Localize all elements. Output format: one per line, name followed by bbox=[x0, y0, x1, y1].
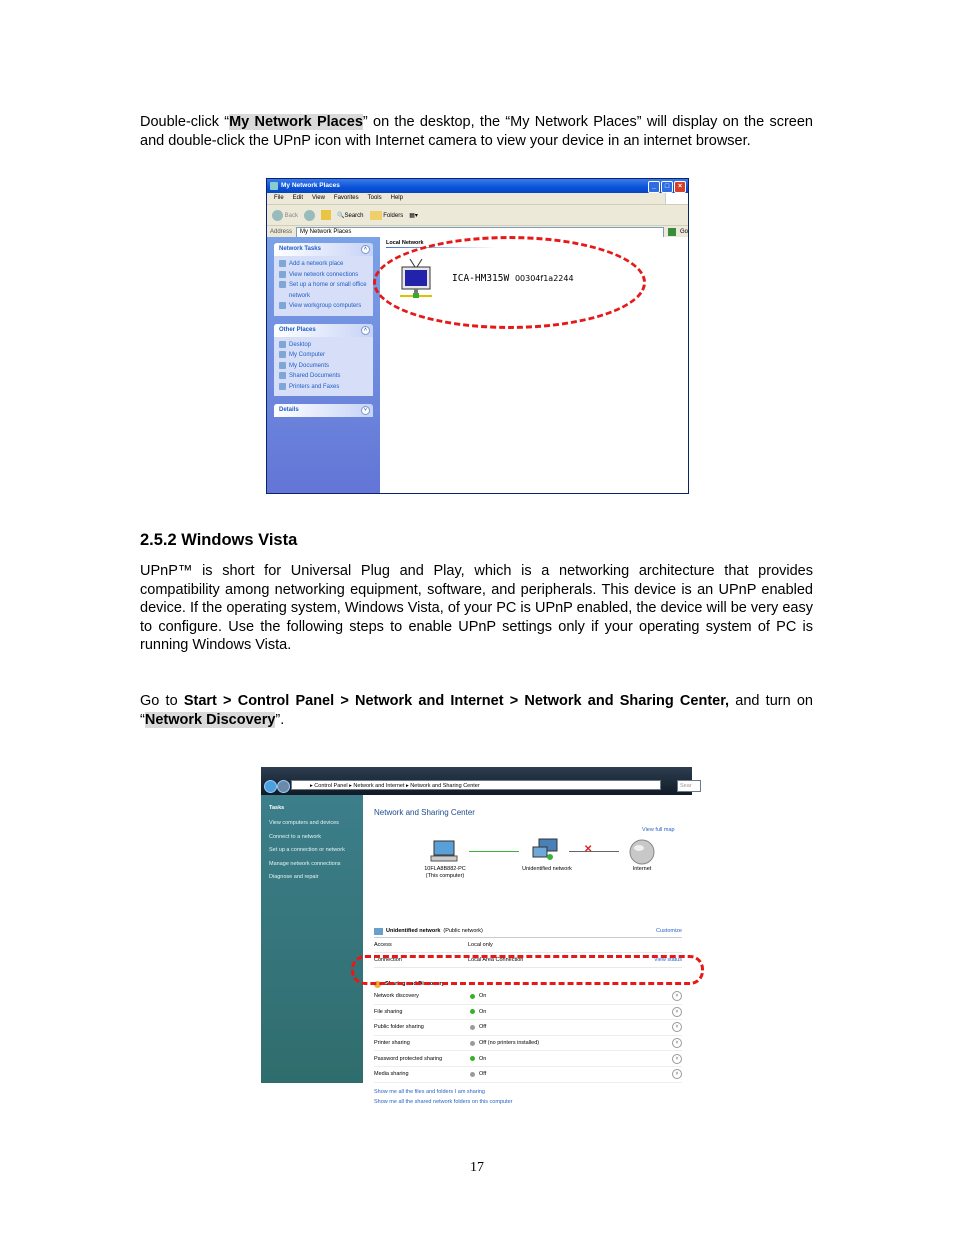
collapse-icon[interactable]: ˄ bbox=[361, 245, 370, 254]
minimize-icon[interactable]: _ bbox=[648, 181, 660, 193]
printer-sharing-row[interactable]: Printer sharing Off (no printers installed) ˅ bbox=[374, 1036, 682, 1052]
task-view-network-connections[interactable]: View network connections bbox=[279, 270, 373, 281]
task-setup-connection[interactable]: Set up a connection or network bbox=[269, 847, 345, 853]
internet-label: Internet bbox=[632, 866, 652, 872]
tasks-title: Tasks bbox=[269, 805, 285, 811]
task-view-workgroup[interactable]: View workgroup computers bbox=[279, 301, 373, 312]
views-button[interactable]: ▦▾ bbox=[409, 212, 418, 219]
xp-title-bar: My Network Places _ □ × bbox=[267, 179, 688, 193]
expand-chevron-icon[interactable]: ˅ bbox=[672, 1007, 682, 1017]
back-button[interactable]: Back bbox=[272, 210, 298, 221]
expand-chevron-icon[interactable]: ˅ bbox=[672, 991, 682, 1001]
expand-chevron-icon[interactable]: ˅ bbox=[672, 1069, 682, 1079]
xp-address-bar: Address My Network Places Go bbox=[267, 226, 688, 239]
network-info: Unidentified network (Public network) Customize Access Local only Connection Local Area Connection View status bbox=[374, 925, 682, 968]
search-button[interactable]: 🔍Search bbox=[337, 212, 364, 219]
computer-icon bbox=[279, 351, 286, 358]
menu-edit[interactable]: Edit bbox=[292, 195, 304, 201]
task-diagnose-repair[interactable]: Diagnose and repair bbox=[269, 874, 319, 880]
view-status-link[interactable]: View status bbox=[653, 957, 682, 963]
menu-favorites[interactable]: Favorites bbox=[333, 195, 359, 201]
status-off-icon bbox=[470, 1041, 475, 1046]
status-on-icon bbox=[470, 1009, 475, 1014]
sharing-links bbox=[374, 1087, 513, 1107]
menu-help[interactable]: Help bbox=[390, 195, 403, 201]
place-my-computer[interactable]: My Computer bbox=[279, 350, 373, 361]
go-button[interactable]: Go bbox=[679, 229, 688, 235]
search-input[interactable]: Sear bbox=[677, 780, 701, 792]
computer-label: 10FLA8B882-PC (This computer) bbox=[424, 866, 466, 879]
network-icon bbox=[533, 839, 559, 863]
network-discovery-row[interactable]: Network discovery On ˅ bbox=[374, 989, 682, 1005]
expand-icon[interactable]: ˅ bbox=[361, 406, 370, 415]
status-off-icon bbox=[470, 1072, 475, 1077]
xp-task-pane bbox=[267, 237, 380, 493]
home-network-icon bbox=[279, 281, 286, 288]
disconnected-x-icon: ✕ bbox=[584, 844, 593, 855]
task-connect-network[interactable]: Connect to a network bbox=[269, 833, 321, 840]
place-my-documents[interactable]: My Documents bbox=[279, 361, 373, 372]
menu-view[interactable]: View bbox=[312, 195, 325, 201]
menu-file[interactable]: File bbox=[274, 195, 284, 201]
place-desktop[interactable]: Desktop bbox=[279, 340, 373, 351]
expand-chevron-icon[interactable]: ˅ bbox=[672, 1038, 682, 1048]
breadcrumb[interactable]: ▸ Control Panel ▸ Network and Internet ▸ Network and Sharing Center bbox=[291, 780, 661, 790]
intro-paragraph: Double-click “My Network Places” on the desktop, the “My Network Places” will display on the screen and double-click the UPnP icon with Internet camera to view your device in an internet browser. bbox=[140, 114, 813, 149]
section-heading: 2.5.2 Windows Vista bbox=[140, 531, 298, 549]
add-place-icon bbox=[279, 260, 286, 267]
vista-tasks-pane bbox=[261, 795, 363, 1083]
shared-folder-icon bbox=[279, 372, 286, 379]
expand-chevron-icon[interactable]: ˅ bbox=[672, 1054, 682, 1064]
status-on-icon bbox=[470, 1056, 475, 1061]
file-sharing-row[interactable]: File sharing On ˅ bbox=[374, 1005, 682, 1021]
details-panel: Details ˅ bbox=[274, 404, 373, 417]
task-add-network-place[interactable]: Add a network place bbox=[279, 259, 373, 270]
network-discovery-highlight: Network Discovery bbox=[144, 711, 276, 728]
goto-paragraph: Go to Start > Control Panel > Network and Internet > Network and Sharing Center, and turn on “Network Discovery”. bbox=[140, 693, 813, 728]
xp-toolbar bbox=[267, 205, 688, 226]
vista-paragraph: UPnP™ is short for Universal Plug and Play, which is a networking architecture that provides compatibility among networking equipment, software, and peripherals. This device is an UPnP enabled device. If the operating system, Windows Vista, of your PC is UPnP enabled, the device will be very easy to configure. Use the following steps to enable UPnP settings only if your operating system of PC is running Windows Vista. bbox=[140, 563, 813, 654]
sharing-discovery: Sharing and Discovery Network discovery On ˅ File sharing On ˅ Public folder sharing Off ˅ Printer sharing Off (no printers installed) ˅ Password protected sharing On ˅ Media sharing Off ˅ bbox=[374, 979, 682, 1083]
network-bench-icon bbox=[374, 928, 383, 935]
network-tasks-panel: Network Tasks ˄ Add a network place View network connections Set up a home or small office network View workgroup computers bbox=[274, 243, 373, 316]
other-places-panel: Other Places ˄ Desktop My Computer My Documents Shared Documents Printers and Faxes bbox=[274, 324, 373, 397]
connections-icon bbox=[279, 271, 286, 278]
computer-icon bbox=[431, 839, 457, 863]
workgroup-icon bbox=[279, 302, 286, 309]
task-setup-home-network[interactable]: Set up a home or small office network bbox=[279, 280, 373, 301]
collapse-icon[interactable]: ˄ bbox=[361, 326, 370, 335]
public-folder-sharing-row[interactable]: Public folder sharing Off ˅ bbox=[374, 1020, 682, 1036]
up-folder-icon[interactable] bbox=[321, 210, 331, 220]
maximize-icon[interactable]: □ bbox=[661, 181, 673, 193]
network-label: Unidentified network bbox=[522, 866, 572, 872]
customize-link[interactable]: Customize bbox=[656, 928, 682, 934]
highlight-circle-network-discovery bbox=[351, 955, 704, 985]
view-full-map-link[interactable]: View full map bbox=[642, 827, 675, 833]
place-printers-faxes[interactable]: Printers and Faxes bbox=[279, 382, 373, 393]
my-network-places-highlight: My Network Places bbox=[229, 114, 363, 130]
desktop-icon bbox=[279, 341, 286, 348]
vista-address-bar bbox=[261, 767, 692, 795]
search-icon: 🔍 bbox=[337, 212, 345, 219]
password-sharing-row[interactable]: Password protected sharing On ˅ bbox=[374, 1051, 682, 1067]
page-title: Network and Sharing Center bbox=[374, 808, 475, 817]
xp-my-network-places-window bbox=[266, 178, 689, 494]
folders-button[interactable]: Folders bbox=[370, 211, 404, 220]
menu-tools[interactable]: Tools bbox=[367, 195, 382, 201]
windows-logo-icon bbox=[665, 193, 688, 204]
close-icon[interactable]: × bbox=[674, 181, 686, 193]
task-view-computers[interactable]: View computers and devices bbox=[269, 820, 339, 826]
link-line-broken bbox=[569, 851, 619, 852]
vista-content bbox=[363, 795, 692, 1105]
expand-chevron-icon[interactable]: ˅ bbox=[672, 1022, 682, 1032]
printer-icon bbox=[279, 383, 286, 390]
status-on-icon bbox=[470, 994, 475, 999]
connection-row: Connection Local Area Connection View status bbox=[374, 953, 682, 968]
xp-menu-bar bbox=[267, 193, 688, 205]
network-map bbox=[423, 839, 693, 894]
folder-icon bbox=[370, 211, 382, 220]
access-row: Access Local only bbox=[374, 938, 682, 953]
go-arrow-icon[interactable] bbox=[668, 228, 676, 236]
page-number: 17 bbox=[470, 1160, 484, 1175]
place-shared-documents[interactable]: Shared Documents bbox=[279, 371, 373, 382]
vista-network-sharing-window bbox=[261, 767, 692, 1105]
address-input[interactable]: My Network Places bbox=[296, 227, 664, 238]
back-arrow-icon[interactable] bbox=[264, 780, 277, 793]
forward-arrow-icon[interactable] bbox=[277, 780, 290, 793]
back-arrow-icon bbox=[272, 210, 283, 221]
network-places-icon bbox=[270, 182, 278, 190]
internet-globe-icon bbox=[629, 839, 655, 865]
highlight-circle-device bbox=[373, 236, 646, 329]
link-line-ok bbox=[469, 851, 519, 852]
device-label[interactable]: ICA-HM315W 00304f1a2244 bbox=[452, 273, 574, 284]
status-off-icon bbox=[470, 1025, 475, 1030]
task-manage-connections[interactable]: Manage network connections bbox=[269, 860, 341, 867]
forward-button[interactable] bbox=[304, 210, 315, 221]
media-sharing-row[interactable]: Media sharing Off ˅ bbox=[374, 1067, 682, 1083]
show-shared-files-link[interactable]: Show me all the files and folders I am sharing bbox=[374, 1089, 485, 1095]
show-shared-folders-link[interactable]: Show me all the shared network folders on this computer bbox=[374, 1099, 513, 1105]
documents-icon bbox=[279, 362, 286, 369]
group-label: Local Network bbox=[386, 240, 424, 246]
